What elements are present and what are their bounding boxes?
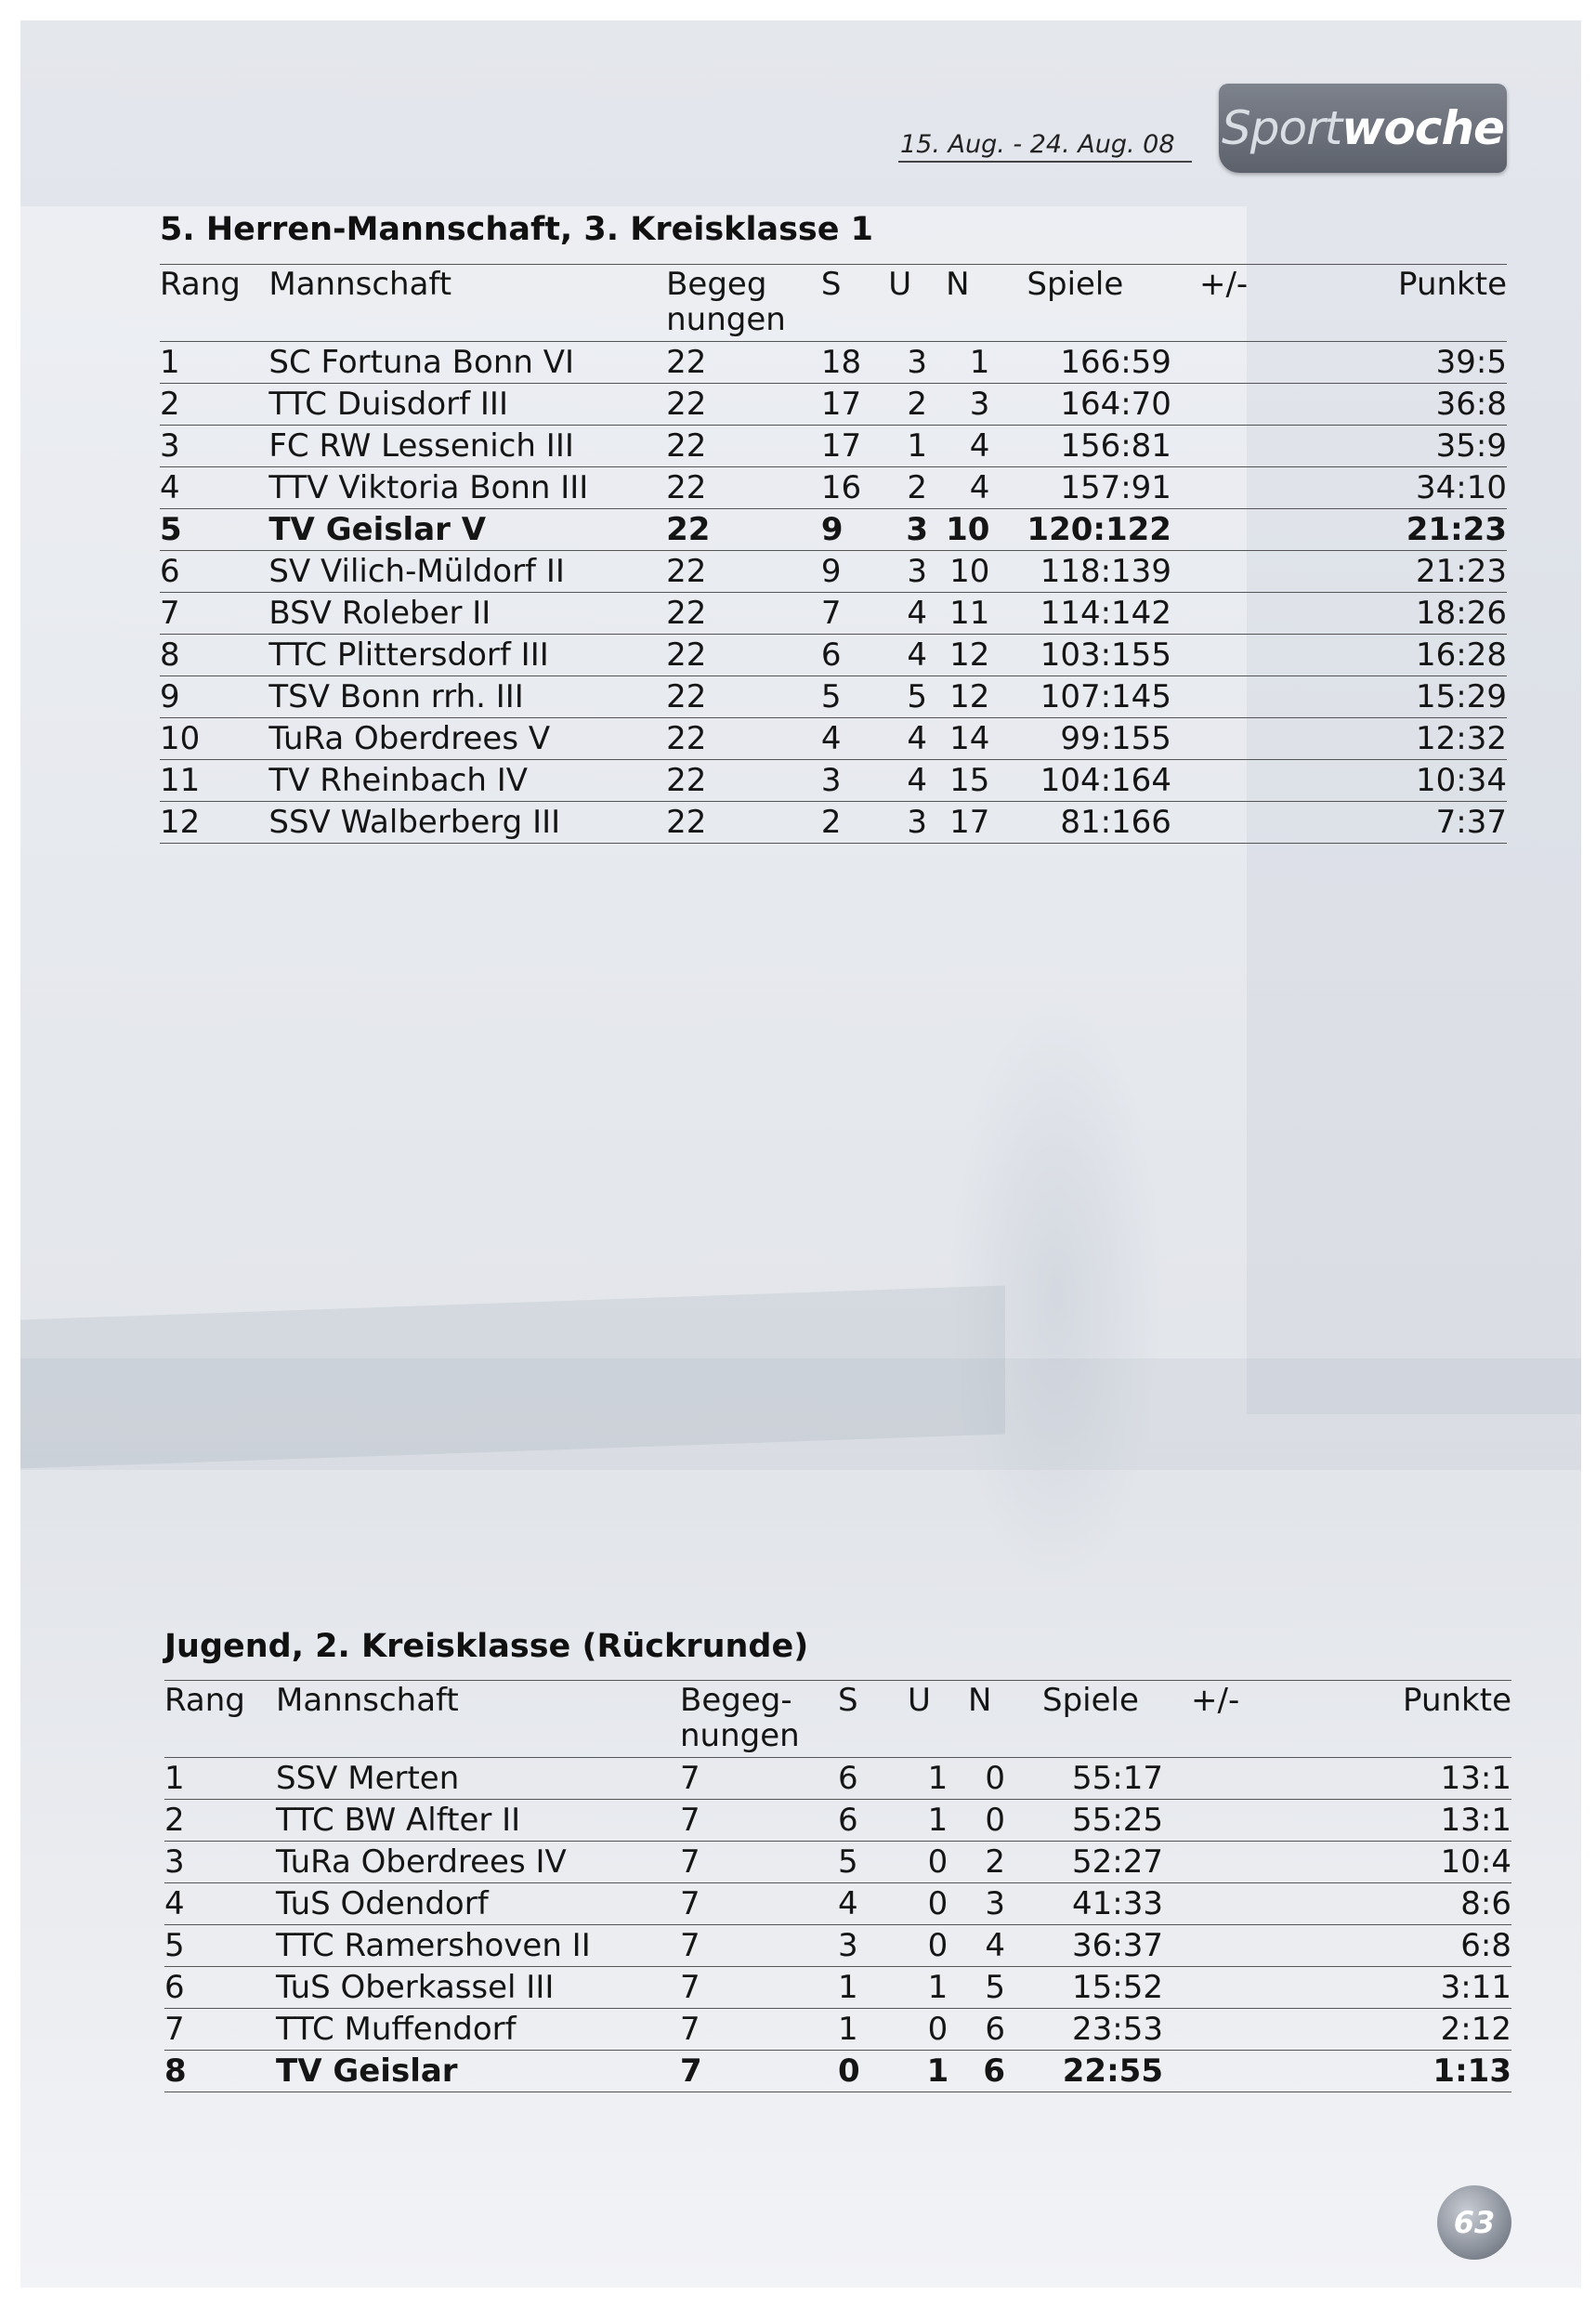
rank-cell: 4 (160, 467, 268, 509)
rank-cell: 10 (160, 718, 268, 760)
diff-cell (1199, 802, 1315, 844)
wins-cell: 3 (821, 760, 888, 802)
col-n: N (968, 1681, 1042, 1758)
losses-cell: 2 (968, 1842, 1042, 1883)
team-cell: TV Rheinbach IV (268, 760, 666, 802)
rank-cell: 5 (160, 509, 268, 551)
draws-cell: 1 (888, 426, 946, 467)
rank-cell: 3 (160, 426, 268, 467)
team-cell: BSV Roleber II (268, 593, 666, 635)
points-cell: 21:23 (1315, 551, 1507, 593)
col-mannschaft: Mannschaft (276, 1681, 680, 1758)
draws-cell: 4 (888, 718, 946, 760)
team-cell: TTV Viktoria Bonn III (268, 467, 666, 509)
points-cell: 21:23 (1315, 509, 1507, 551)
team-cell: SSV Merten (276, 1758, 680, 1800)
games-cell: 81:166 (1027, 802, 1199, 844)
team-cell: TV Geislar (276, 2051, 680, 2092)
points-cell: 39:5 (1315, 342, 1507, 384)
diff-cell (1199, 635, 1315, 676)
draws-cell: 4 (888, 635, 946, 676)
draws-cell: 1 (908, 1800, 968, 1842)
diff-cell (1199, 509, 1315, 551)
diff-cell (1191, 2051, 1312, 2092)
rank-cell: 8 (160, 635, 268, 676)
table-row (160, 467, 1507, 509)
games-cell: 166:59 (1027, 342, 1199, 384)
wins-cell: 4 (821, 718, 888, 760)
losses-cell: 4 (946, 467, 1027, 509)
rank-cell: 6 (160, 551, 268, 593)
diff-cell (1199, 676, 1315, 718)
draws-cell: 1 (908, 2051, 968, 2092)
draws-cell: 1 (908, 1758, 968, 1800)
table-header-row (160, 265, 1507, 342)
diff-cell (1199, 760, 1315, 802)
diff-cell (1191, 1967, 1312, 2009)
rank-cell: 3 (164, 1842, 276, 1883)
diff-cell (1191, 1758, 1312, 1800)
rank-cell: 1 (164, 1758, 276, 1800)
games-cell: 41:33 (1042, 1883, 1191, 1925)
col-diff: +/- (1191, 1681, 1312, 1758)
diff-cell (1191, 2009, 1312, 2051)
losses-cell: 0 (968, 1758, 1042, 1800)
points-cell: 13:1 (1312, 1800, 1511, 1842)
standings-table-jugend (164, 1680, 1511, 2092)
wins-cell: 6 (838, 1800, 908, 1842)
games-cell: 103:155 (1027, 635, 1199, 676)
col-diff: +/- (1199, 265, 1315, 342)
draws-cell: 0 (908, 1925, 968, 1967)
col-mannschaft: Mannschaft (268, 265, 666, 342)
col-rang: Rang (160, 265, 268, 342)
draws-cell: 3 (888, 342, 946, 384)
losses-cell: 12 (946, 635, 1027, 676)
losses-cell: 12 (946, 676, 1027, 718)
wins-cell: 1 (838, 1967, 908, 2009)
sportwoche-logo (1219, 84, 1507, 173)
matches-cell: 7 (680, 2009, 838, 2051)
losses-cell: 10 (946, 551, 1027, 593)
games-cell: 15:52 (1042, 1967, 1191, 2009)
draws-cell: 4 (888, 760, 946, 802)
rank-cell: 7 (160, 593, 268, 635)
matches-cell: 7 (680, 1758, 838, 1800)
table-row (160, 551, 1507, 593)
rank-cell: 1 (160, 342, 268, 384)
draws-cell: 1 (908, 1967, 968, 2009)
draws-cell: 2 (888, 467, 946, 509)
table-row (160, 635, 1507, 676)
wins-cell: 7 (821, 593, 888, 635)
table-body (164, 1758, 1511, 2092)
games-cell: 22:55 (1042, 2051, 1191, 2092)
team-cell: TTC BW Alfter II (276, 1800, 680, 1842)
games-cell: 164:70 (1027, 384, 1199, 426)
table-row (164, 1883, 1511, 1925)
matches-cell: 7 (680, 1842, 838, 1883)
diff-cell (1199, 342, 1315, 384)
team-cell: TTC Muffendorf (276, 2009, 680, 2051)
rank-cell: 2 (160, 384, 268, 426)
col-spiele: Spiele (1042, 1681, 1191, 1758)
matches-cell: 7 (680, 1925, 838, 1967)
magazine-page (20, 20, 1581, 2288)
col-u: U (888, 265, 946, 342)
draws-cell: 4 (888, 593, 946, 635)
col-n: N (946, 265, 1027, 342)
logo-sport-text: Sport (1222, 101, 1342, 155)
rank-cell: 8 (164, 2051, 276, 2092)
table-row (164, 1925, 1511, 1967)
games-cell: 99:155 (1027, 718, 1199, 760)
rank-cell: 6 (164, 1967, 276, 2009)
rank-cell: 9 (160, 676, 268, 718)
table-row (164, 1842, 1511, 1883)
team-cell: TuS Oberkassel III (276, 1967, 680, 2009)
games-cell: 157:91 (1027, 467, 1199, 509)
table-row (160, 718, 1507, 760)
points-cell: 1:13 (1312, 2051, 1511, 2092)
wins-cell: 1 (838, 2009, 908, 2051)
wins-cell: 5 (821, 676, 888, 718)
diff-cell (1199, 593, 1315, 635)
losses-cell: 5 (968, 1967, 1042, 2009)
losses-cell: 11 (946, 593, 1027, 635)
table-row (164, 2009, 1511, 2051)
losses-cell: 10 (946, 509, 1027, 551)
wins-cell: 2 (821, 802, 888, 844)
losses-cell: 3 (968, 1883, 1042, 1925)
matches-cell: 22 (666, 593, 821, 635)
section-title-jugend: Jugend, 2. Kreisklasse (Rückrunde) (164, 1628, 809, 1665)
losses-cell: 14 (946, 718, 1027, 760)
rank-cell: 11 (160, 760, 268, 802)
wins-cell: 18 (821, 342, 888, 384)
draws-cell: 5 (888, 676, 946, 718)
col-begegnungen: Begeg nungen (666, 265, 821, 342)
team-cell: SSV Walberberg III (268, 802, 666, 844)
losses-cell: 4 (968, 1925, 1042, 1967)
table-row (160, 593, 1507, 635)
team-cell: TTC Duisdorf III (268, 384, 666, 426)
standings-table-herren (160, 264, 1507, 844)
date-range: 15. Aug. - 24. Aug. 08 (898, 130, 1192, 163)
games-cell: 156:81 (1027, 426, 1199, 467)
team-cell: SV Vilich-Müldorf II (268, 551, 666, 593)
matches-cell: 22 (666, 467, 821, 509)
losses-cell: 3 (946, 384, 1027, 426)
points-cell: 16:28 (1315, 635, 1507, 676)
diff-cell (1199, 718, 1315, 760)
team-cell: TTC Ramershoven II (276, 1925, 680, 1967)
col-punkte: Punkte (1315, 265, 1507, 342)
draws-cell: 0 (908, 1842, 968, 1883)
losses-cell: 4 (946, 426, 1027, 467)
team-cell: TuRa Oberdrees V (268, 718, 666, 760)
col-spiele: Spiele (1027, 265, 1199, 342)
losses-cell: 17 (946, 802, 1027, 844)
logo-woche-text: woche (1341, 101, 1504, 155)
diff-cell (1191, 1883, 1312, 1925)
points-cell: 10:34 (1315, 760, 1507, 802)
points-cell: 2:12 (1312, 2009, 1511, 2051)
wins-cell: 9 (821, 551, 888, 593)
table-header-row (164, 1681, 1511, 1758)
col-s: S (821, 265, 888, 342)
points-cell: 12:32 (1315, 718, 1507, 760)
matches-cell: 22 (666, 509, 821, 551)
points-cell: 15:29 (1315, 676, 1507, 718)
page-number-badge: 63 (1437, 2185, 1511, 2260)
points-cell: 7:37 (1315, 802, 1507, 844)
losses-cell: 6 (968, 2051, 1042, 2092)
wins-cell: 0 (838, 2051, 908, 2092)
points-cell: 36:8 (1315, 384, 1507, 426)
wins-cell: 9 (821, 509, 888, 551)
rank-cell: 7 (164, 2009, 276, 2051)
team-cell: TTC Plittersdorf III (268, 635, 666, 676)
points-cell: 8:6 (1312, 1883, 1511, 1925)
wins-cell: 16 (821, 467, 888, 509)
draws-cell: 3 (888, 551, 946, 593)
table-row (160, 384, 1507, 426)
points-cell: 13:1 (1312, 1758, 1511, 1800)
table-body (160, 342, 1507, 844)
table-row (160, 509, 1507, 551)
diff-cell (1199, 426, 1315, 467)
games-cell: 23:53 (1042, 2009, 1191, 2051)
table-row (164, 2051, 1511, 2092)
team-cell: TuRa Oberdrees IV (276, 1842, 680, 1883)
matches-cell: 22 (666, 802, 821, 844)
diff-cell (1199, 467, 1315, 509)
matches-cell: 22 (666, 342, 821, 384)
wins-cell: 17 (821, 426, 888, 467)
wins-cell: 6 (838, 1758, 908, 1800)
matches-cell: 22 (666, 760, 821, 802)
table-row (160, 760, 1507, 802)
points-cell: 3:11 (1312, 1967, 1511, 2009)
points-cell: 34:10 (1315, 467, 1507, 509)
diff-cell (1199, 384, 1315, 426)
col-rang: Rang (164, 1681, 276, 1758)
col-u: U (908, 1681, 968, 1758)
games-cell: 104:164 (1027, 760, 1199, 802)
rank-cell: 5 (164, 1925, 276, 1967)
games-cell: 36:37 (1042, 1925, 1191, 1967)
games-cell: 52:27 (1042, 1842, 1191, 1883)
games-cell: 114:142 (1027, 593, 1199, 635)
table-row (160, 342, 1507, 384)
matches-cell: 22 (666, 635, 821, 676)
matches-cell: 7 (680, 1883, 838, 1925)
table-row (164, 1967, 1511, 2009)
games-cell: 55:25 (1042, 1800, 1191, 1842)
col-s: S (838, 1681, 908, 1758)
points-cell: 35:9 (1315, 426, 1507, 467)
points-cell: 6:8 (1312, 1925, 1511, 1967)
col-punkte: Punkte (1312, 1681, 1511, 1758)
rank-cell: 4 (164, 1883, 276, 1925)
team-cell: TuS Odendorf (276, 1883, 680, 1925)
matches-cell: 22 (666, 551, 821, 593)
diff-cell (1191, 1925, 1312, 1967)
table-row (160, 676, 1507, 718)
losses-cell: 0 (968, 1800, 1042, 1842)
wins-cell: 5 (838, 1842, 908, 1883)
matches-cell: 22 (666, 718, 821, 760)
draws-cell: 0 (908, 1883, 968, 1925)
matches-cell: 22 (666, 676, 821, 718)
diff-cell (1191, 1800, 1312, 1842)
points-cell: 10:4 (1312, 1842, 1511, 1883)
table-row (164, 1758, 1511, 1800)
rank-cell: 12 (160, 802, 268, 844)
points-cell: 18:26 (1315, 593, 1507, 635)
games-cell: 55:17 (1042, 1758, 1191, 1800)
matches-cell: 7 (680, 2051, 838, 2092)
diff-cell (1199, 551, 1315, 593)
team-cell: FC RW Lessenich III (268, 426, 666, 467)
draws-cell: 3 (888, 509, 946, 551)
table-row (160, 802, 1507, 844)
draws-cell: 3 (888, 802, 946, 844)
losses-cell: 6 (968, 2009, 1042, 2051)
games-cell: 120:122 (1027, 509, 1199, 551)
games-cell: 107:145 (1027, 676, 1199, 718)
matches-cell: 22 (666, 384, 821, 426)
table-row (160, 426, 1507, 467)
bg-player-silhouette (949, 996, 1163, 1591)
team-cell: TV Geislar V (268, 509, 666, 551)
wins-cell: 6 (821, 635, 888, 676)
games-cell: 118:139 (1027, 551, 1199, 593)
wins-cell: 17 (821, 384, 888, 426)
matches-cell: 7 (680, 1800, 838, 1842)
table-row (164, 1800, 1511, 1842)
matches-cell: 22 (666, 426, 821, 467)
matches-cell: 7 (680, 1967, 838, 2009)
losses-cell: 15 (946, 760, 1027, 802)
team-cell: SC Fortuna Bonn VI (268, 342, 666, 384)
wins-cell: 4 (838, 1883, 908, 1925)
col-begegnungen: Begeg- nungen (680, 1681, 838, 1758)
rank-cell: 2 (164, 1800, 276, 1842)
draws-cell: 0 (908, 2009, 968, 2051)
wins-cell: 3 (838, 1925, 908, 1967)
team-cell: TSV Bonn rrh. III (268, 676, 666, 718)
losses-cell: 1 (946, 342, 1027, 384)
section-title-herren: 5. Herren-Mannschaft, 3. Kreisklasse 1 (160, 211, 874, 248)
draws-cell: 2 (888, 384, 946, 426)
diff-cell (1191, 1842, 1312, 1883)
